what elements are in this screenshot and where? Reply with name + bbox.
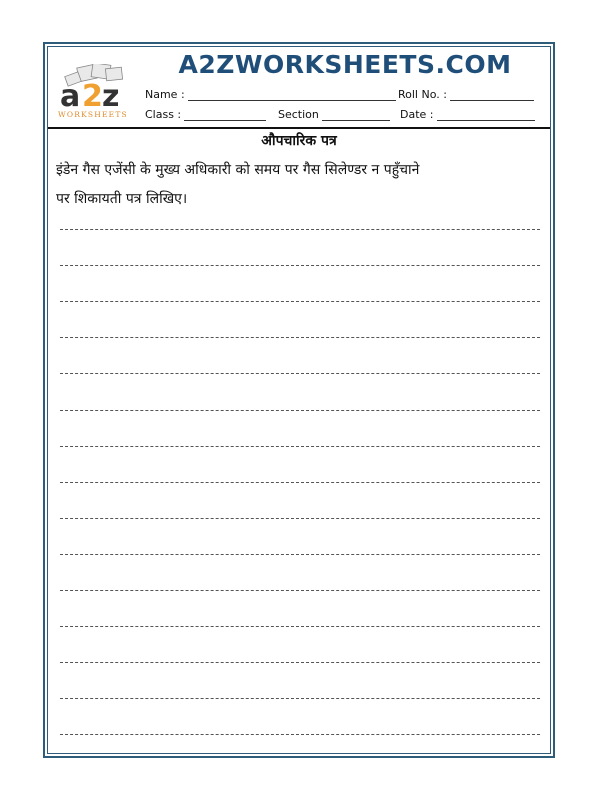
name-label: Name : [145,88,185,101]
section-input-line[interactable] [322,109,390,121]
roll-label: Roll No. : [398,88,447,101]
page-border-inner [47,46,551,754]
name-field [145,88,396,101]
worksheet-prompt [56,156,544,214]
a2z-logo [56,64,140,120]
logo-letter-2: 2 [82,79,103,114]
roll-field [398,88,534,101]
writing-line[interactable] [60,518,540,519]
writing-line[interactable] [60,337,540,338]
section-field [278,108,390,121]
writing-line[interactable] [60,662,540,663]
section-label: Section [278,108,319,121]
class-input-line[interactable] [184,109,266,121]
writing-line[interactable] [60,734,540,735]
writing-line[interactable] [60,410,540,411]
header-divider [48,127,550,129]
roll-input-line[interactable] [450,89,534,101]
prompt-line-1: इंडेन गैस एजेंसी के मुख्य अधिकारी को समय पर गैस सिलेण्डर न पहुँचाने [56,162,420,178]
writing-line[interactable] [60,554,540,555]
date-label: Date : [400,108,434,121]
writing-line[interactable] [60,446,540,447]
logo-subtext: WORKSHEETS [58,110,128,119]
logo-letter-z: z [102,79,120,114]
class-label: Class : [145,108,182,121]
writing-line[interactable] [60,698,540,699]
prompt-line-2: पर शिकायती पत्र लिखिए। [56,191,188,207]
date-input-line[interactable] [437,109,535,121]
class-field [145,108,266,121]
writing-line[interactable] [60,482,540,483]
worksheet-title: औपचारिक पत्र [261,133,337,149]
writing-line[interactable] [60,626,540,627]
writing-line[interactable] [60,590,540,591]
logo-letter-a: a [60,79,81,114]
writing-line[interactable] [60,229,540,230]
date-field [400,108,535,121]
name-input-line[interactable] [188,89,396,101]
writing-line[interactable] [60,265,540,266]
writing-line[interactable] [60,373,540,374]
site-title: A2ZWORKSHEETS.COM [178,50,512,79]
writing-line[interactable] [60,301,540,302]
